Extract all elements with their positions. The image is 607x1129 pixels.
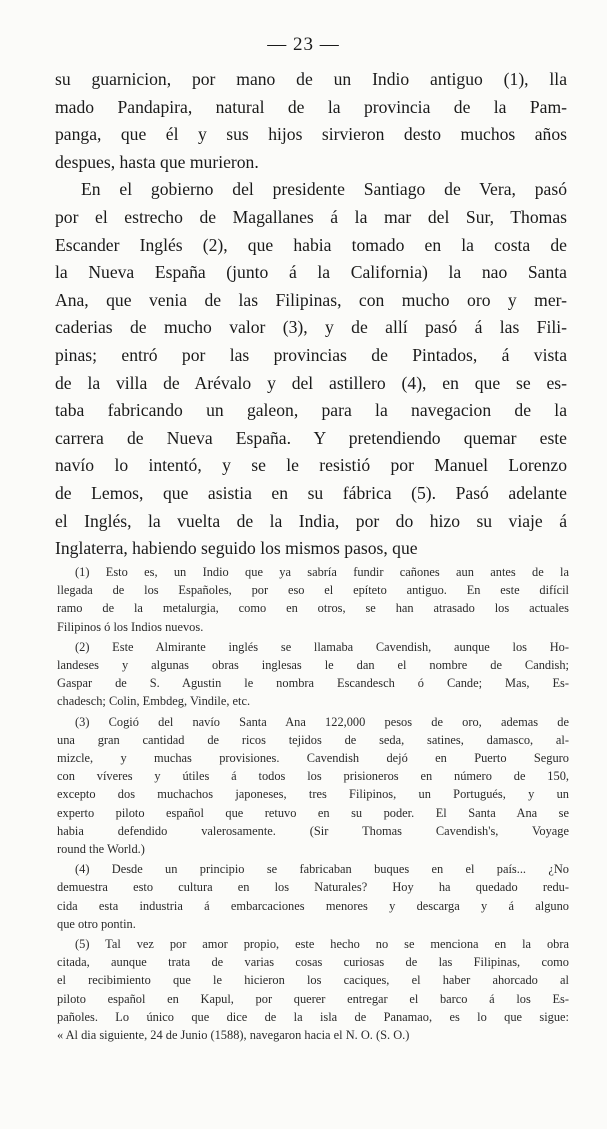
- footnote-2: [57, 638, 569, 711]
- footnote-line: piloto español en Kapul, por querer entregar el barco á los Es-: [57, 991, 569, 1006]
- footnote-3: [57, 713, 569, 859]
- text-line: de la villa de Arévalo y del astillero (4), en que se es-: [55, 372, 567, 393]
- text-line: la Nueva España (junto á la California) la nao Santa: [55, 262, 567, 283]
- page-number: — 23 —: [267, 34, 340, 55]
- text-line: carrera de Nueva España. Y pretendiendo quemar este: [55, 427, 567, 448]
- main-text: [55, 66, 567, 563]
- footnotes: [57, 563, 569, 1046]
- text-line: Escander Inglés (2), que habia tomado en la costa de: [55, 234, 567, 255]
- footnote-line: (1) Esto es, un Indio que ya sabría fundir cañones aun antes de la: [75, 565, 569, 579]
- footnote-line: (2) Este Almirante inglés se llamaba Cavendish, aunque los Ho-: [75, 639, 569, 654]
- text-line: mado Pandapira, natural de la provincia de la Pam-: [55, 96, 567, 117]
- footnote-line: round the World.): [57, 842, 145, 857]
- footnote-4: [57, 860, 569, 933]
- footnote-line: citada, aunque trata de varias cosas curiosas de las Filipinas, como: [57, 955, 569, 970]
- text-line: navío lo intentó, y se le resistió por Manuel Lorenzo: [55, 455, 567, 476]
- footnote-line: demuestra esto cultura en los Naturales? Hoy ha quedado redu-: [57, 880, 569, 895]
- text-line: caderias de mucho valor (3), y de allí pasó á las Fili-: [55, 317, 567, 338]
- footnote-line: excepto dos muchachos japoneses, tres Filipinos, un Portugués, y un: [57, 787, 569, 802]
- text-line: su guarnicion, por mano de un Indio antiguo (1), lla: [55, 69, 567, 89]
- footnote-line: pañoles. Lo único que dice de la isla de Panamao, es lo que sigue:: [57, 1009, 569, 1024]
- text-line: por el estrecho de Magallanes á la mar del Sur, Thomas: [55, 206, 567, 227]
- footnote-line: (5) Tal vez por amor propio, este hecho no se menciona en la obra: [75, 937, 569, 952]
- footnote-line: llegada de los Españoles, por eso el epíteto antiguo. En este difícil: [57, 583, 569, 598]
- footnote-line: Filipinos ó los Indios nuevos.: [57, 619, 204, 634]
- text-line: el Inglés, la vuelta de la India, por do hizo su viaje á: [55, 510, 567, 531]
- footnote-5: [57, 935, 569, 1044]
- text-line: de Lemos, que asistia en su fábrica (5). Pasó adelante: [55, 482, 567, 503]
- text-line: En el gobierno del presidente Santiago de Vera, pasó: [81, 179, 567, 200]
- text-line: panga, que él y sus hijos sirvieron desto muchos años: [55, 124, 567, 145]
- footnote-line: Gaspar de S. Agustin le nombra Escandesch ó Cande; Mas, Es-: [57, 676, 569, 691]
- footnote-line: « Al dia siguiente, 24 de Junio (1588), navegaron hacia el N. O. (S. O.): [57, 1028, 410, 1043]
- footnote-line: con víveres y útiles á todos los prisioneros en número de 150,: [57, 769, 569, 784]
- footnote-line: mizcle, y muchas provisiones. Cavendish dejó en Puerto Seguro: [57, 751, 569, 766]
- footnote-line: experto piloto español que retuvo en su poder. El Santa Ana se: [57, 805, 569, 820]
- footnote-line: habia defendido valerosamente. (Sir Thomas Cavendish's, Voyage: [57, 823, 569, 838]
- footnote-line: chadesch; Colin, Embdeg, Vindile, etc.: [57, 694, 251, 709]
- footnote-line: el recibimiento que le hicieron los caciques, el haber ahorcado al: [57, 973, 569, 988]
- footnote-line: cida esta industria á embarcaciones menores y descarga y á alguno: [57, 898, 569, 913]
- footnote-line: una gran cantidad de ricos tejidos de seda, satines, damasco, al-: [57, 732, 569, 747]
- footnote-line: ramo de la metalurgia, como en otros, se han atrasado los actuales: [57, 601, 569, 616]
- text-line: taba fabricando un galeon, para la navegacion de la: [55, 400, 567, 421]
- footnote-line: (3) Cogió del navío Santa Ana 122,000 pesos de oro, ademas de: [75, 714, 569, 729]
- text-line: Ana, que venia de las Filipinas, con mucho oro y mer-: [55, 289, 567, 310]
- text-line: pinas; entró por las provincias de Pintados, á vista: [55, 344, 567, 365]
- footnote-line: (4) Desde un principio se fabricaban buques en el país... ¿No: [75, 862, 569, 877]
- text-line: Inglaterra, habiendo seguido los mismos pasos, que: [55, 538, 418, 559]
- text-line: despues, hasta que murieron.: [55, 151, 259, 172]
- footnote-line: que otro pontin.: [57, 916, 136, 931]
- footnote-line: landeses y algunas obras inglesas le dan el nombre de Candish;: [57, 658, 569, 673]
- footnote-1: [57, 563, 569, 636]
